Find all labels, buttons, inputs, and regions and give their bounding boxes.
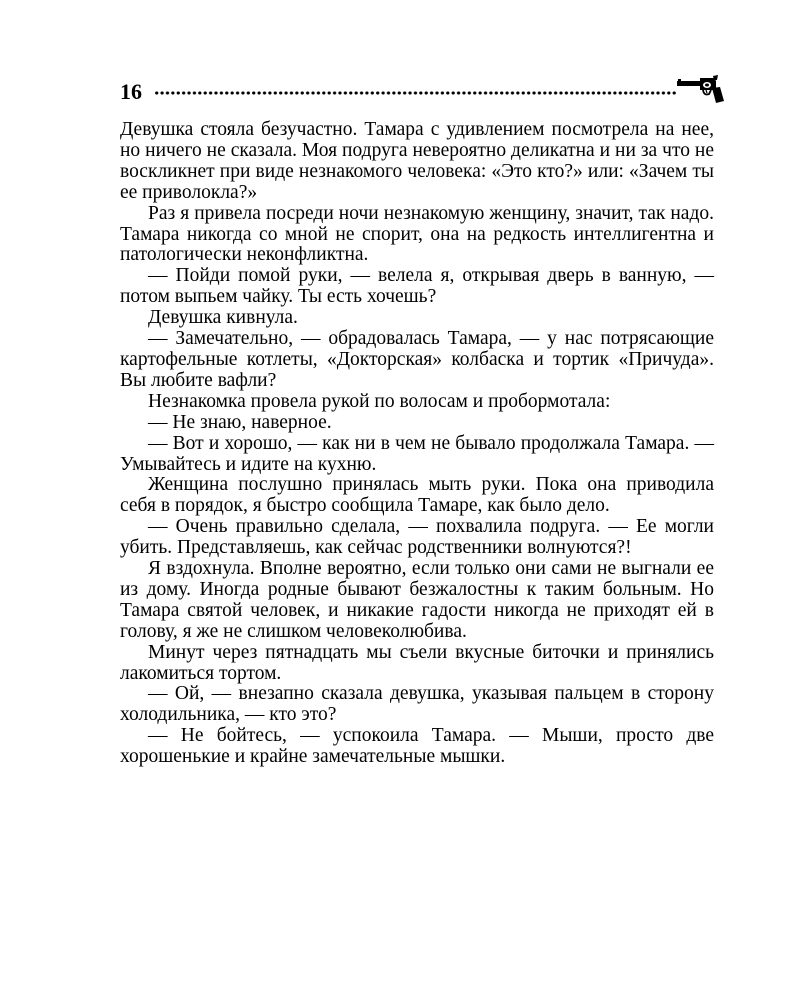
paragraph-9: Женщина послушно принялась мыть руки. Пока она приводила себя в порядок, я быстро сообщила Тамаре, как было дело. <box>120 474 714 517</box>
paragraph-3: — Пойди помой руки, — велела я, открывая дверь в ванную, — потом выпьем чайку. Ты есть хочешь? <box>120 265 714 308</box>
revolver-icon <box>676 74 726 104</box>
paragraph-1: Девушка стояла безучастно. Тамара с удивлением посмотрела на нее, но ничего не сказала. Моя подруга невероятно деликатна и ни за что не воскликнет при виде незнакомого человека: «Это кто?» или: «Зачем ты ее приволокла?» <box>120 119 714 203</box>
paragraph-12: Минут через пятнадцать мы съели вкусные биточки и принялись лакомиться тортом. <box>120 641 714 684</box>
paragraph-7: — Не знаю, наверное. <box>148 411 332 433</box>
dot-leader <box>154 91 676 95</box>
body-text <box>120 120 714 768</box>
paragraph-5: — Замечательно, — обрадовалась Тамара, — у нас потрясающие картофельные котлеты, «Докторская» колбаска и тортик «Причуда». Вы любите вафли? <box>120 328 714 391</box>
paragraph-6: Незнакомка провела рукой по волосам и пробормотала: <box>148 390 611 412</box>
paragraph-13: — Ой, — внезапно сказала девушка, указывая пальцем в сторону холодильника, — кто это? <box>120 683 714 726</box>
page-number: 16 <box>120 79 142 104</box>
book-page <box>120 74 714 768</box>
paragraph-11: Я вздохнула. Вполне вероятно, если только они сами не выгнали ее из дому. Иногда родные бывают безжалостны к таким больным. Но Тамара святой человек, и никакие гадости никогда не приходят ей в голову, я же не слишком человеколюбива. <box>120 558 714 642</box>
paragraph-8: — Вот и хорошо, — как ни в чем не бывало продолжала Тамара. — Умывайтесь и идите на кухню. <box>120 432 714 475</box>
paragraph-2: Раз я привела посреди ночи незнакомую женщину, значит, так надо. Тамара никогда со мной не спорит, она на редкость интеллигентна и патологически неконфликтна. <box>120 202 714 266</box>
paragraph-14: — Не бойтесь, — успокоила Тамара. — Мыши, просто две хорошенькие и крайне замечательные мышки. <box>120 725 714 768</box>
paragraph-10: — Очень правильно сделала, — похвалила подруга. — Ее могли убить. Представляешь, как сейчас родственники волнуются?! <box>120 516 714 559</box>
paragraph-4: Девушка кивнула. <box>148 307 298 329</box>
page-header <box>120 74 714 110</box>
